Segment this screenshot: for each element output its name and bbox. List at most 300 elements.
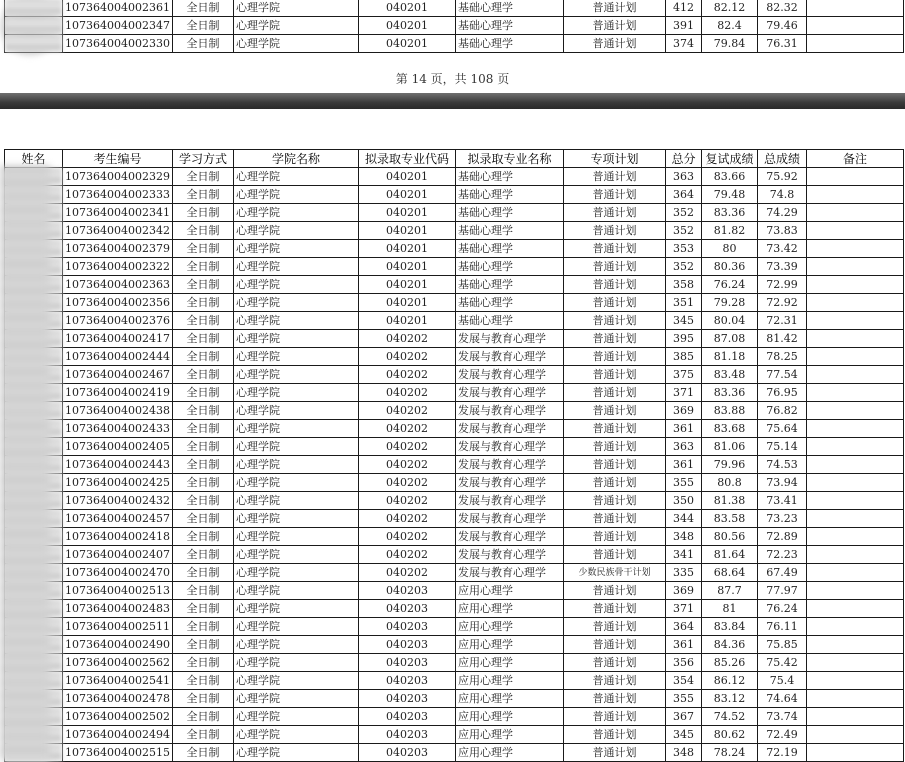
total-score-cell: 345 — [665, 312, 701, 330]
note-cell — [806, 510, 903, 528]
major-name-cell: 发展与教育心理学 — [455, 510, 563, 528]
special-plan-cell: 普通计划 — [563, 348, 665, 366]
note-cell — [806, 582, 903, 600]
college-cell: 心理学院 — [233, 690, 358, 708]
table-row — [5, 204, 904, 222]
header-final-score: 总成绩 — [757, 150, 806, 168]
retest-score-cell: 83.84 — [701, 618, 757, 636]
final-score-cell: 75.92 — [757, 168, 806, 186]
college-cell: 心理学院 — [233, 0, 358, 17]
special-plan-cell: 普通计划 — [563, 636, 665, 654]
note-cell — [806, 564, 903, 582]
table-row — [5, 546, 904, 564]
table-row — [5, 17, 904, 35]
final-score-cell: 82.32 — [757, 0, 806, 17]
study-mode-cell: 全日制 — [172, 672, 233, 690]
college-cell: 心理学院 — [233, 312, 358, 330]
total-score-cell: 354 — [665, 672, 701, 690]
special-plan-cell: 普通计划 — [563, 690, 665, 708]
major-name-cell: 基础心理学 — [455, 276, 563, 294]
retest-score-cell: 83.58 — [701, 510, 757, 528]
study-mode-cell: 全日制 — [172, 564, 233, 582]
major-code-cell: 040202 — [358, 510, 455, 528]
study-mode-cell: 全日制 — [172, 726, 233, 744]
special-plan-cell: 普通计划 — [563, 0, 665, 17]
major-name-cell: 基础心理学 — [455, 312, 563, 330]
table-row — [5, 600, 904, 618]
total-score-cell: 345 — [665, 726, 701, 744]
major-code-cell: 040201 — [358, 35, 455, 53]
page-number-footer: 第 14 页，共 108 页 — [395, 72, 510, 86]
header-retest-score: 复试成绩 — [701, 150, 757, 168]
major-code-cell: 040202 — [358, 456, 455, 474]
major-code-cell: 040202 — [358, 546, 455, 564]
retest-score-cell: 83.12 — [701, 690, 757, 708]
retest-score-cell: 80.36 — [701, 258, 757, 276]
major-name-cell: 基础心理学 — [455, 168, 563, 186]
study-mode-cell: 全日制 — [172, 528, 233, 546]
table-row — [5, 0, 904, 17]
major-name-cell: 发展与教育心理学 — [455, 348, 563, 366]
final-score-cell: 81.42 — [757, 330, 806, 348]
header-total-score: 总分 — [665, 150, 701, 168]
final-score-cell: 72.99 — [757, 276, 806, 294]
header-name: 姓名 — [5, 150, 63, 168]
retest-score-cell: 80.8 — [701, 474, 757, 492]
college-cell: 心理学院 — [233, 168, 358, 186]
retest-score-cell: 83.36 — [701, 204, 757, 222]
major-name-cell: 基础心理学 — [455, 17, 563, 35]
name-cell — [5, 17, 63, 35]
table-row — [5, 564, 904, 582]
total-score-cell: 356 — [665, 654, 701, 672]
study-mode-cell: 全日制 — [172, 294, 233, 312]
study-mode-cell: 全日制 — [172, 474, 233, 492]
student-id-cell: 107364004002562 — [63, 654, 173, 672]
major-name-cell: 发展与教育心理学 — [455, 402, 563, 420]
note-cell — [806, 312, 903, 330]
total-score-cell: 344 — [665, 510, 701, 528]
student-id-cell: 107364004002347 — [63, 17, 173, 35]
note-cell — [806, 330, 903, 348]
major-name-cell: 应用心理学 — [455, 708, 563, 726]
total-score-cell: 369 — [665, 402, 701, 420]
college-cell: 心理学院 — [233, 708, 358, 726]
final-score-cell: 76.95 — [757, 384, 806, 402]
retest-score-cell: 81.06 — [701, 438, 757, 456]
special-plan-cell: 普通计划 — [563, 420, 665, 438]
student-id-cell: 107364004002329 — [63, 168, 173, 186]
total-score-cell: 375 — [665, 366, 701, 384]
note-cell — [806, 708, 903, 726]
retest-score-cell: 79.84 — [701, 35, 757, 53]
special-plan-cell: 普通计划 — [563, 618, 665, 636]
college-cell: 心理学院 — [233, 564, 358, 582]
retest-score-cell: 79.96 — [701, 456, 757, 474]
major-code-cell: 040201 — [358, 17, 455, 35]
total-score-cell: 391 — [665, 17, 701, 35]
note-cell — [806, 528, 903, 546]
final-score-cell: 74.29 — [757, 204, 806, 222]
college-cell: 心理学院 — [233, 672, 358, 690]
final-score-cell: 74.8 — [757, 186, 806, 204]
final-score-cell: 77.97 — [757, 582, 806, 600]
college-cell: 心理学院 — [233, 186, 358, 204]
study-mode-cell: 全日制 — [172, 402, 233, 420]
final-score-cell: 76.31 — [757, 35, 806, 53]
student-id-cell: 107364004002363 — [63, 276, 173, 294]
retest-score-cell: 82.12 — [701, 0, 757, 17]
special-plan-cell: 普通计划 — [563, 17, 665, 35]
page-break-divider — [0, 93, 905, 109]
retest-score-cell: 86.12 — [701, 672, 757, 690]
final-score-cell: 75.85 — [757, 636, 806, 654]
special-plan-cell: 普通计划 — [563, 294, 665, 312]
final-score-cell: 72.19 — [757, 744, 806, 762]
study-mode-cell: 全日制 — [172, 35, 233, 53]
student-id-cell: 107364004002541 — [63, 672, 173, 690]
study-mode-cell: 全日制 — [172, 708, 233, 726]
major-name-cell: 基础心理学 — [455, 258, 563, 276]
major-code-cell: 040202 — [358, 492, 455, 510]
special-plan-cell: 普通计划 — [563, 654, 665, 672]
student-id-cell: 107364004002438 — [63, 402, 173, 420]
final-score-cell: 73.41 — [757, 492, 806, 510]
special-plan-cell: 普通计划 — [563, 330, 665, 348]
major-code-cell: 040203 — [358, 618, 455, 636]
major-code-cell: 040203 — [358, 690, 455, 708]
special-plan-cell: 普通计划 — [563, 186, 665, 204]
note-cell — [806, 456, 903, 474]
student-id-cell: 107364004002470 — [63, 564, 173, 582]
major-code-cell: 040203 — [358, 726, 455, 744]
final-score-cell: 76.11 — [757, 618, 806, 636]
study-mode-cell: 全日制 — [172, 492, 233, 510]
study-mode-cell: 全日制 — [172, 582, 233, 600]
college-cell: 心理学院 — [233, 546, 358, 564]
total-score-cell: 355 — [665, 474, 701, 492]
note-cell — [806, 35, 903, 53]
header-note: 备注 — [806, 150, 903, 168]
study-mode-cell: 全日制 — [172, 546, 233, 564]
special-plan-cell: 普通计划 — [563, 204, 665, 222]
major-code-cell: 040201 — [358, 168, 455, 186]
retest-score-cell: 82.4 — [701, 17, 757, 35]
major-code-cell: 040201 — [358, 222, 455, 240]
study-mode-cell: 全日制 — [172, 690, 233, 708]
table-row — [5, 384, 904, 402]
retest-score-cell: 81.38 — [701, 492, 757, 510]
note-cell — [806, 348, 903, 366]
name-cell — [5, 35, 63, 53]
student-id-cell: 107364004002419 — [63, 384, 173, 402]
student-id-cell: 107364004002494 — [63, 726, 173, 744]
table-row — [5, 258, 904, 276]
major-code-cell: 040201 — [358, 204, 455, 222]
major-name-cell: 基础心理学 — [455, 0, 563, 17]
retest-score-cell: 76.24 — [701, 276, 757, 294]
table-row — [5, 420, 904, 438]
final-score-cell: 72.23 — [757, 546, 806, 564]
retest-score-cell: 87.08 — [701, 330, 757, 348]
note-cell — [806, 420, 903, 438]
note-cell — [806, 384, 903, 402]
table-row — [5, 618, 904, 636]
retest-score-cell: 80.62 — [701, 726, 757, 744]
table-row — [5, 366, 904, 384]
total-score-cell: 371 — [665, 600, 701, 618]
table-row — [5, 294, 904, 312]
final-score-cell: 73.23 — [757, 510, 806, 528]
retest-score-cell: 81.18 — [701, 348, 757, 366]
retest-score-cell: 78.24 — [701, 744, 757, 762]
total-score-cell: 374 — [665, 35, 701, 53]
major-code-cell: 040203 — [358, 672, 455, 690]
study-mode-cell: 全日制 — [172, 330, 233, 348]
student-id-cell: 107364004002513 — [63, 582, 173, 600]
special-plan-cell: 普通计划 — [563, 600, 665, 618]
major-code-cell: 040202 — [358, 348, 455, 366]
table-row — [5, 222, 904, 240]
study-mode-cell: 全日制 — [172, 456, 233, 474]
college-cell: 心理学院 — [233, 294, 358, 312]
study-mode-cell: 全日制 — [172, 168, 233, 186]
note-cell — [806, 276, 903, 294]
study-mode-cell: 全日制 — [172, 240, 233, 258]
study-mode-cell: 全日制 — [172, 618, 233, 636]
total-score-cell: 352 — [665, 222, 701, 240]
college-cell: 心理学院 — [233, 240, 358, 258]
college-cell: 心理学院 — [233, 402, 358, 420]
major-name-cell: 发展与教育心理学 — [455, 420, 563, 438]
final-score-cell: 73.42 — [757, 240, 806, 258]
note-cell — [806, 402, 903, 420]
note-cell — [806, 474, 903, 492]
total-score-cell: 348 — [665, 744, 701, 762]
note-cell — [806, 600, 903, 618]
final-score-cell: 78.25 — [757, 348, 806, 366]
total-score-cell: 395 — [665, 330, 701, 348]
table-row — [5, 726, 904, 744]
student-id-cell: 107364004002478 — [63, 690, 173, 708]
admission-list-body — [5, 168, 904, 762]
student-id-cell: 107364004002342 — [63, 222, 173, 240]
final-score-cell: 72.49 — [757, 726, 806, 744]
total-score-cell: 364 — [665, 186, 701, 204]
note-cell — [806, 672, 903, 690]
college-cell: 心理学院 — [233, 744, 358, 762]
major-name-cell: 发展与教育心理学 — [455, 528, 563, 546]
redacted-names-blur — [0, 166, 50, 761]
final-score-cell: 75.14 — [757, 438, 806, 456]
table-row — [5, 474, 904, 492]
total-score-cell: 351 — [665, 294, 701, 312]
college-cell: 心理学院 — [233, 492, 358, 510]
college-cell: 心理学院 — [233, 456, 358, 474]
college-cell: 心理学院 — [233, 35, 358, 53]
special-plan-cell: 普通计划 — [563, 402, 665, 420]
note-cell — [806, 294, 903, 312]
total-score-cell: 350 — [665, 492, 701, 510]
total-score-cell: 358 — [665, 276, 701, 294]
note-cell — [806, 726, 903, 744]
study-mode-cell: 全日制 — [172, 0, 233, 17]
special-plan-cell: 普通计划 — [563, 438, 665, 456]
major-name-cell: 基础心理学 — [455, 222, 563, 240]
student-id-cell: 107364004002376 — [63, 312, 173, 330]
major-name-cell: 基础心理学 — [455, 186, 563, 204]
note-cell — [806, 492, 903, 510]
major-name-cell: 应用心理学 — [455, 690, 563, 708]
total-score-cell: 364 — [665, 618, 701, 636]
special-plan-cell: 普通计划 — [563, 528, 665, 546]
retest-score-cell: 87.7 — [701, 582, 757, 600]
table-row — [5, 636, 904, 654]
total-score-cell: 352 — [665, 204, 701, 222]
total-score-cell: 355 — [665, 690, 701, 708]
major-code-cell: 040203 — [358, 600, 455, 618]
table-row — [5, 582, 904, 600]
student-id-cell: 107364004002511 — [63, 618, 173, 636]
retest-score-cell: 81 — [701, 600, 757, 618]
retest-score-cell: 81.82 — [701, 222, 757, 240]
special-plan-cell: 普通计划 — [563, 708, 665, 726]
major-name-cell: 应用心理学 — [455, 744, 563, 762]
table-row — [5, 456, 904, 474]
retest-score-cell: 84.36 — [701, 636, 757, 654]
table-row — [5, 510, 904, 528]
total-score-cell: 348 — [665, 528, 701, 546]
note-cell — [806, 690, 903, 708]
retest-score-cell: 83.66 — [701, 168, 757, 186]
college-cell: 心理学院 — [233, 204, 358, 222]
table-row — [5, 690, 904, 708]
final-score-cell: 72.31 — [757, 312, 806, 330]
special-plan-cell: 普通计划 — [563, 726, 665, 744]
study-mode-cell: 全日制 — [172, 744, 233, 762]
college-cell: 心理学院 — [233, 510, 358, 528]
major-code-cell: 040203 — [358, 654, 455, 672]
retest-score-cell: 80.04 — [701, 312, 757, 330]
final-score-cell: 74.64 — [757, 690, 806, 708]
total-score-cell: 369 — [665, 582, 701, 600]
major-code-cell: 040201 — [358, 258, 455, 276]
major-name-cell: 发展与教育心理学 — [455, 366, 563, 384]
major-code-cell: 040201 — [358, 312, 455, 330]
final-score-cell: 75.42 — [757, 654, 806, 672]
retest-score-cell: 81.64 — [701, 546, 757, 564]
major-code-cell: 040203 — [358, 636, 455, 654]
note-cell — [806, 204, 903, 222]
special-plan-cell: 普通计划 — [563, 240, 665, 258]
special-plan-cell: 普通计划 — [563, 510, 665, 528]
major-code-cell: 040201 — [358, 276, 455, 294]
student-id-cell: 107364004002330 — [63, 35, 173, 53]
note-cell — [806, 17, 903, 35]
retest-score-cell: 79.48 — [701, 186, 757, 204]
student-id-cell: 107364004002322 — [63, 258, 173, 276]
special-plan-cell: 普通计划 — [563, 492, 665, 510]
major-code-cell: 040202 — [358, 420, 455, 438]
college-cell: 心理学院 — [233, 654, 358, 672]
student-id-cell: 107364004002425 — [63, 474, 173, 492]
special-plan-cell: 普通计划 — [563, 456, 665, 474]
student-id-cell: 107364004002502 — [63, 708, 173, 726]
major-code-cell: 040202 — [358, 366, 455, 384]
college-cell: 心理学院 — [233, 474, 358, 492]
special-plan-cell: 普通计划 — [563, 35, 665, 53]
major-name-cell: 发展与教育心理学 — [455, 474, 563, 492]
study-mode-cell: 全日制 — [172, 420, 233, 438]
major-code-cell: 040201 — [358, 186, 455, 204]
major-code-cell: 040201 — [358, 0, 455, 17]
student-id-cell: 107364004002341 — [63, 204, 173, 222]
special-plan-cell: 普通计划 — [563, 384, 665, 402]
major-name-cell: 应用心理学 — [455, 618, 563, 636]
table-row — [5, 402, 904, 420]
special-plan-cell: 普通计划 — [563, 672, 665, 690]
study-mode-cell: 全日制 — [172, 258, 233, 276]
final-score-cell: 67.49 — [757, 564, 806, 582]
total-score-cell: 353 — [665, 240, 701, 258]
special-plan-cell: 少数民族骨干计划 — [563, 564, 665, 582]
retest-score-cell: 83.68 — [701, 420, 757, 438]
final-score-cell: 75.64 — [757, 420, 806, 438]
header-student-id: 考生编号 — [63, 150, 173, 168]
major-name-cell: 应用心理学 — [455, 654, 563, 672]
college-cell: 心理学院 — [233, 276, 358, 294]
special-plan-cell: 普通计划 — [563, 312, 665, 330]
final-score-cell: 79.46 — [757, 17, 806, 35]
special-plan-cell: 普通计划 — [563, 222, 665, 240]
student-id-cell: 107364004002405 — [63, 438, 173, 456]
college-cell: 心理学院 — [233, 222, 358, 240]
retest-score-cell: 83.48 — [701, 366, 757, 384]
major-name-cell: 基础心理学 — [455, 240, 563, 258]
total-score-cell: 363 — [665, 438, 701, 456]
final-score-cell: 73.83 — [757, 222, 806, 240]
study-mode-cell: 全日制 — [172, 222, 233, 240]
header-special-plan: 专项计划 — [563, 150, 665, 168]
student-id-cell: 107364004002356 — [63, 294, 173, 312]
major-code-cell: 040203 — [358, 744, 455, 762]
college-cell: 心理学院 — [233, 528, 358, 546]
major-name-cell: 基础心理学 — [455, 204, 563, 222]
major-name-cell: 发展与教育心理学 — [455, 564, 563, 582]
final-score-cell: 72.92 — [757, 294, 806, 312]
student-id-cell: 107364004002361 — [63, 0, 173, 17]
college-cell: 心理学院 — [233, 636, 358, 654]
final-score-cell: 76.82 — [757, 402, 806, 420]
note-cell — [806, 186, 903, 204]
special-plan-cell: 普通计划 — [563, 366, 665, 384]
major-code-cell: 040203 — [358, 708, 455, 726]
total-score-cell: 367 — [665, 708, 701, 726]
total-score-cell: 335 — [665, 564, 701, 582]
major-code-cell: 040201 — [358, 294, 455, 312]
college-cell: 心理学院 — [233, 438, 358, 456]
study-mode-cell: 全日制 — [172, 312, 233, 330]
college-cell: 心理学院 — [233, 366, 358, 384]
major-code-cell: 040202 — [358, 528, 455, 546]
study-mode-cell: 全日制 — [172, 276, 233, 294]
note-cell — [806, 168, 903, 186]
note-cell — [806, 366, 903, 384]
header-major-code: 拟录取专业代码 — [358, 150, 455, 168]
admission-list-table — [4, 149, 904, 762]
study-mode-cell: 全日制 — [172, 204, 233, 222]
special-plan-cell: 普通计划 — [563, 258, 665, 276]
